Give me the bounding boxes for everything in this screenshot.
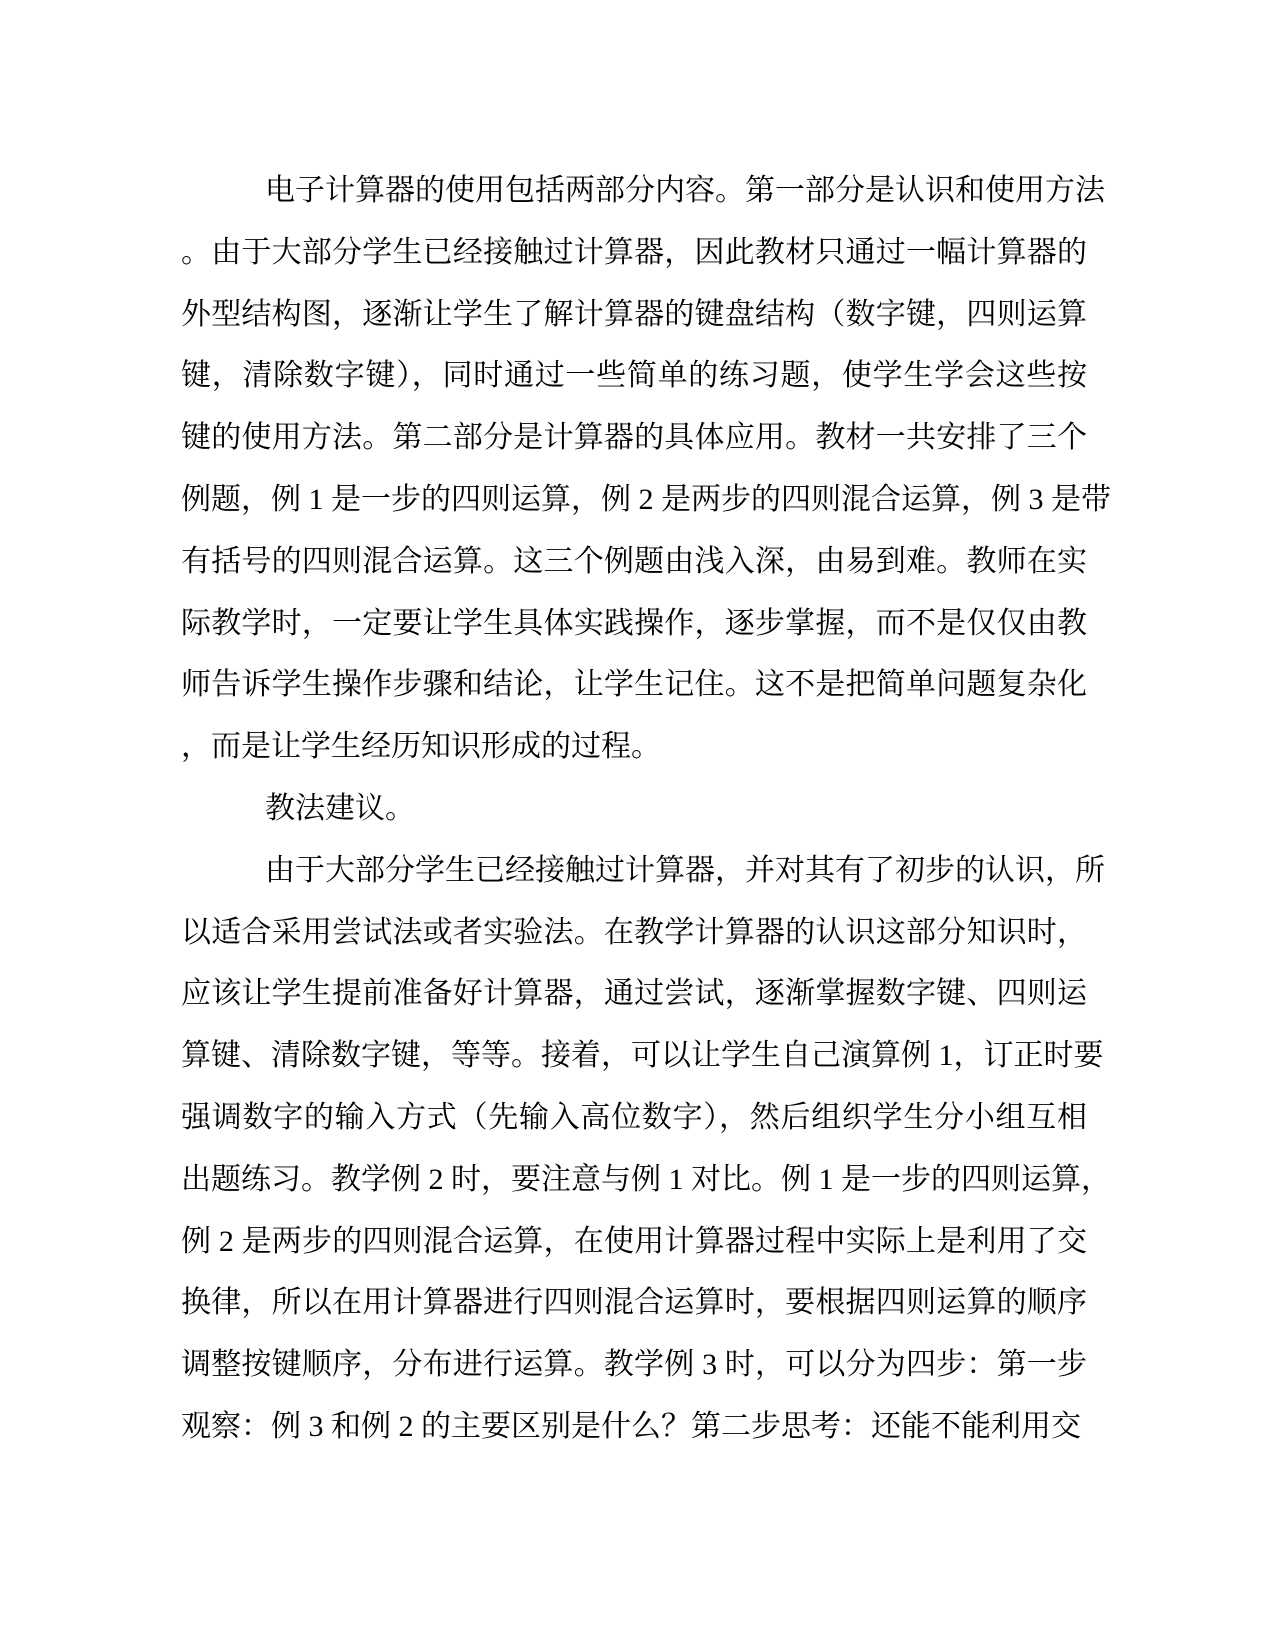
document-text-block (181, 160, 1111, 1458)
text-line: 以适合采用尝试法或者实验法。在教学计算器的认识这部分知识时， (181, 915, 1087, 949)
text-line: 师告诉学生操作步骤和结论，让学生记住。这不是把简单问题复杂化 (181, 668, 1087, 702)
text-line: 例 2 是两步的四则混合运算，在使用计算器过程中实际上是利用了交 (181, 1224, 1087, 1258)
text-line: 。由于大部分学生已经接触过计算器，因此教材只通过一幅计算器的 (181, 235, 1087, 269)
text-line: 键，清除数字键），同时通过一些简单的练习题，使学生学会这些按 (181, 359, 1087, 393)
text-line: 强调数字的输入方式（先输入高位数字），然后组织学生分小组互相 (181, 1100, 1087, 1134)
text-line: 教法建议。 (265, 791, 415, 825)
text-line: 由于大部分学生已经接触过计算器，并对其有了初步的认识，所 (265, 853, 1105, 887)
text-line: 例题，例 1 是一步的四则运算，例 2 是两步的四则混合运算，例 3 是带 (181, 482, 1111, 516)
text-line: 算键、清除数字键，等等。接着，可以让学生自己演算例 1，订正时要 (181, 1039, 1104, 1073)
text-line: ，而是让学生经历知识形成的过程。 (181, 730, 661, 764)
text-line: 调整按键顺序，分布进行运算。教学例 3 时，可以分为四步：第一步 (181, 1348, 1087, 1382)
text-line: 电子计算器的使用包括两部分内容。第一部分是认识和使用方法 (265, 174, 1105, 207)
text-line: 应该让学生提前准备好计算器，通过尝试，逐渐掌握数字键、四则运 (181, 977, 1087, 1011)
text-line: 观察：例 3 和例 2 的主要区别是什么？第二步思考：还能不能利用交 (181, 1409, 1081, 1443)
text-line: 际教学时，一定要让学生具体实践操作，逐步掌握，而不是仅仅由教 (181, 606, 1087, 640)
text-line: 有括号的四则混合运算。这三个例题由浅入深，由易到难。教师在实 (181, 544, 1087, 578)
text-line: 出题练习。教学例 2 时，要注意与例 1 对比。例 1 是一步的四则运算， (181, 1162, 1111, 1196)
text-line: 换律，所以在用计算器进行四则混合运算时，要根据四则运算的顺序 (181, 1286, 1087, 1320)
text-line: 外型结构图，逐渐让学生了解计算器的键盘结构（数字键，四则运算 (181, 297, 1087, 331)
text-line: 键的使用方法。第二部分是计算器的具体应用。教材一共安排了三个 (181, 421, 1087, 455)
